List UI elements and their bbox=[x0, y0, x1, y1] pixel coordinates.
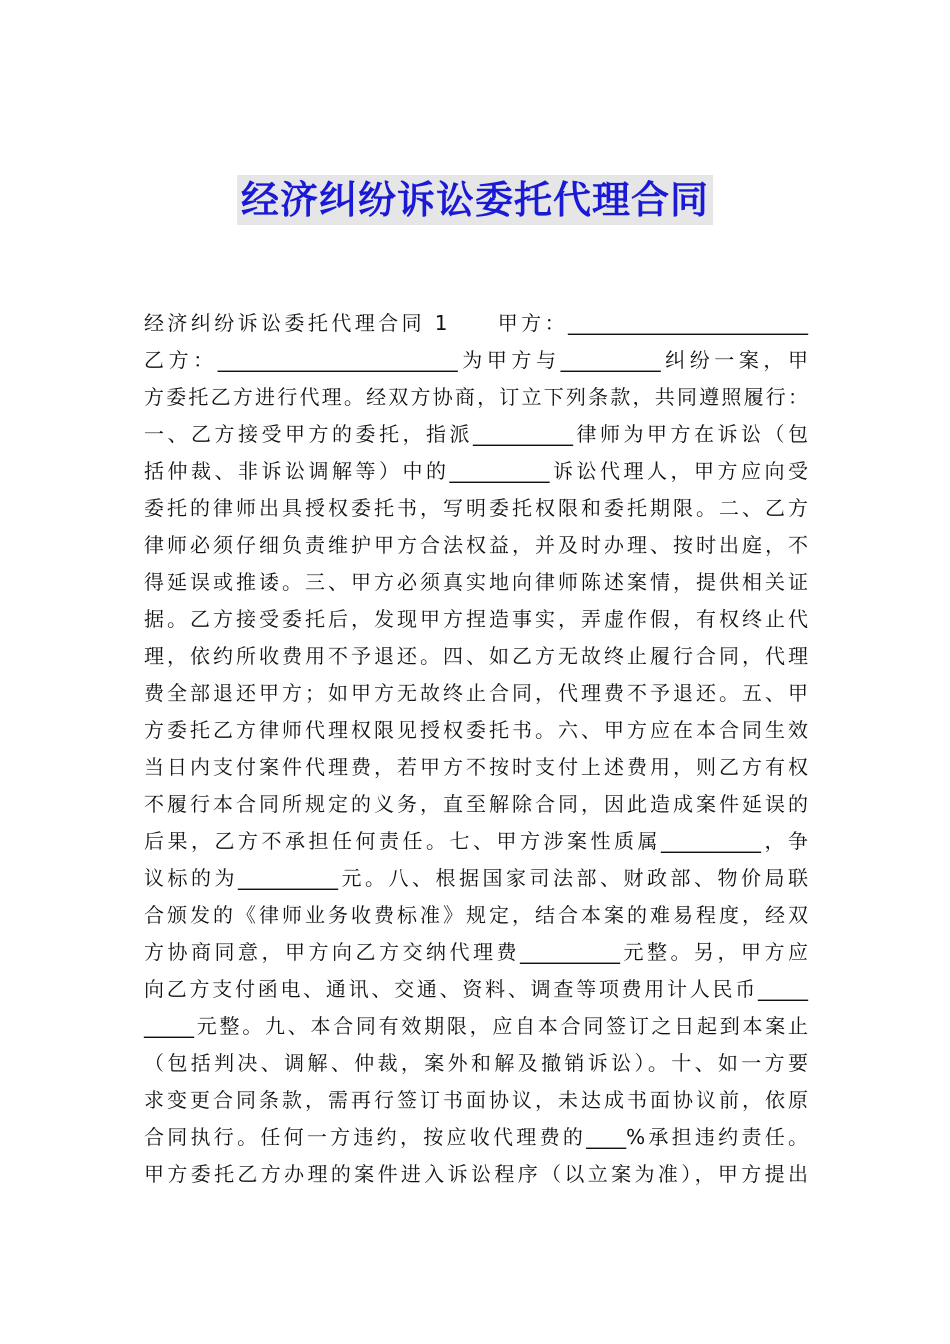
body-line: 合颁发的《律师业务收费标准》规定，结合本案的难易程度，经双 bbox=[144, 903, 808, 927]
body-line: 费全部退还甲方；如甲方无故终止合同，代理费不予退还。五、甲 bbox=[144, 681, 808, 705]
body-line: _____元整。九、本合同有效期限，应自本合同签订之日起到本案止 bbox=[144, 1014, 808, 1038]
body-line: 得延误或推诿。三、甲方必须真实地向律师陈述案情，提供相关证 bbox=[144, 570, 808, 594]
document-title: 经济纠纷诉讼委托代理合同 bbox=[237, 175, 713, 225]
body-line: 不履行本合同所规定的义务，直至解除合同，因此造成案件延误的 bbox=[144, 792, 808, 816]
body-line: 方委托乙方律师代理权限见授权委托书。六、甲方应在本合同生效 bbox=[144, 718, 808, 742]
body-line: 方协商同意，甲方向乙方交纳代理费__________元整。另，甲方应 bbox=[144, 940, 808, 964]
body-line: 向乙方支付函电、通讯、交通、资料、调查等项费用计人民币_____ bbox=[144, 977, 808, 1001]
title-container bbox=[0, 175, 950, 225]
body-line: 据。乙方接受委托后，发现甲方捏造事实，弄虚作假，有权终止代 bbox=[144, 607, 808, 631]
body-line: 求变更合同条款，需再行签订书面协议，未达成书面协议前，依原 bbox=[144, 1088, 808, 1112]
contract-body bbox=[144, 305, 808, 1193]
body-line: （包括判决、调解、仲裁，案外和解及撤销诉讼）。十、如一方要 bbox=[144, 1051, 808, 1075]
body-line: 方委托乙方进行代理。经双方协商，订立下列条款，共同遵照履行： bbox=[144, 385, 808, 409]
body-line: 经济纠纷诉讼委托代理合同 1 甲方：________________________ bbox=[144, 311, 808, 335]
body-line: 理，依约所收费用不予退还。四、如乙方无故终止履行合同，代理 bbox=[144, 644, 808, 668]
body-line: 当日内支付案件代理费，若甲方不按时支付上述费用，则乙方有权 bbox=[144, 755, 808, 779]
body-line: 一、乙方接受甲方的委托，指派__________律师为甲方在诉讼（包 bbox=[144, 422, 808, 446]
body-line: 括仲裁、非诉讼调解等）中的__________诉讼代理人，甲方应向受 bbox=[144, 459, 808, 483]
body-line: 委托的律师出具授权委托书，写明委托权限和委托期限。二、乙方 bbox=[144, 496, 808, 520]
body-line: 合同执行。任何一方违约，按应收代理费的____%承担违约责任。 bbox=[144, 1125, 808, 1149]
body-line: 乙方：________________________为甲方与__________纠纷一案，甲 bbox=[144, 348, 808, 372]
body-line: 甲方委托乙方办理的案件进入诉讼程序（以立案为准），甲方提出 bbox=[144, 1162, 808, 1186]
body-line: 后果，乙方不承担任何责任。七、甲方涉案性质属__________，争 bbox=[144, 829, 808, 853]
body-line: 律师必须仔细负责维护甲方合法权益，并及时办理、按时出庭，不 bbox=[144, 533, 808, 557]
body-line: 议标的为__________元。八、根据国家司法部、财政部、物价局联 bbox=[144, 866, 808, 890]
